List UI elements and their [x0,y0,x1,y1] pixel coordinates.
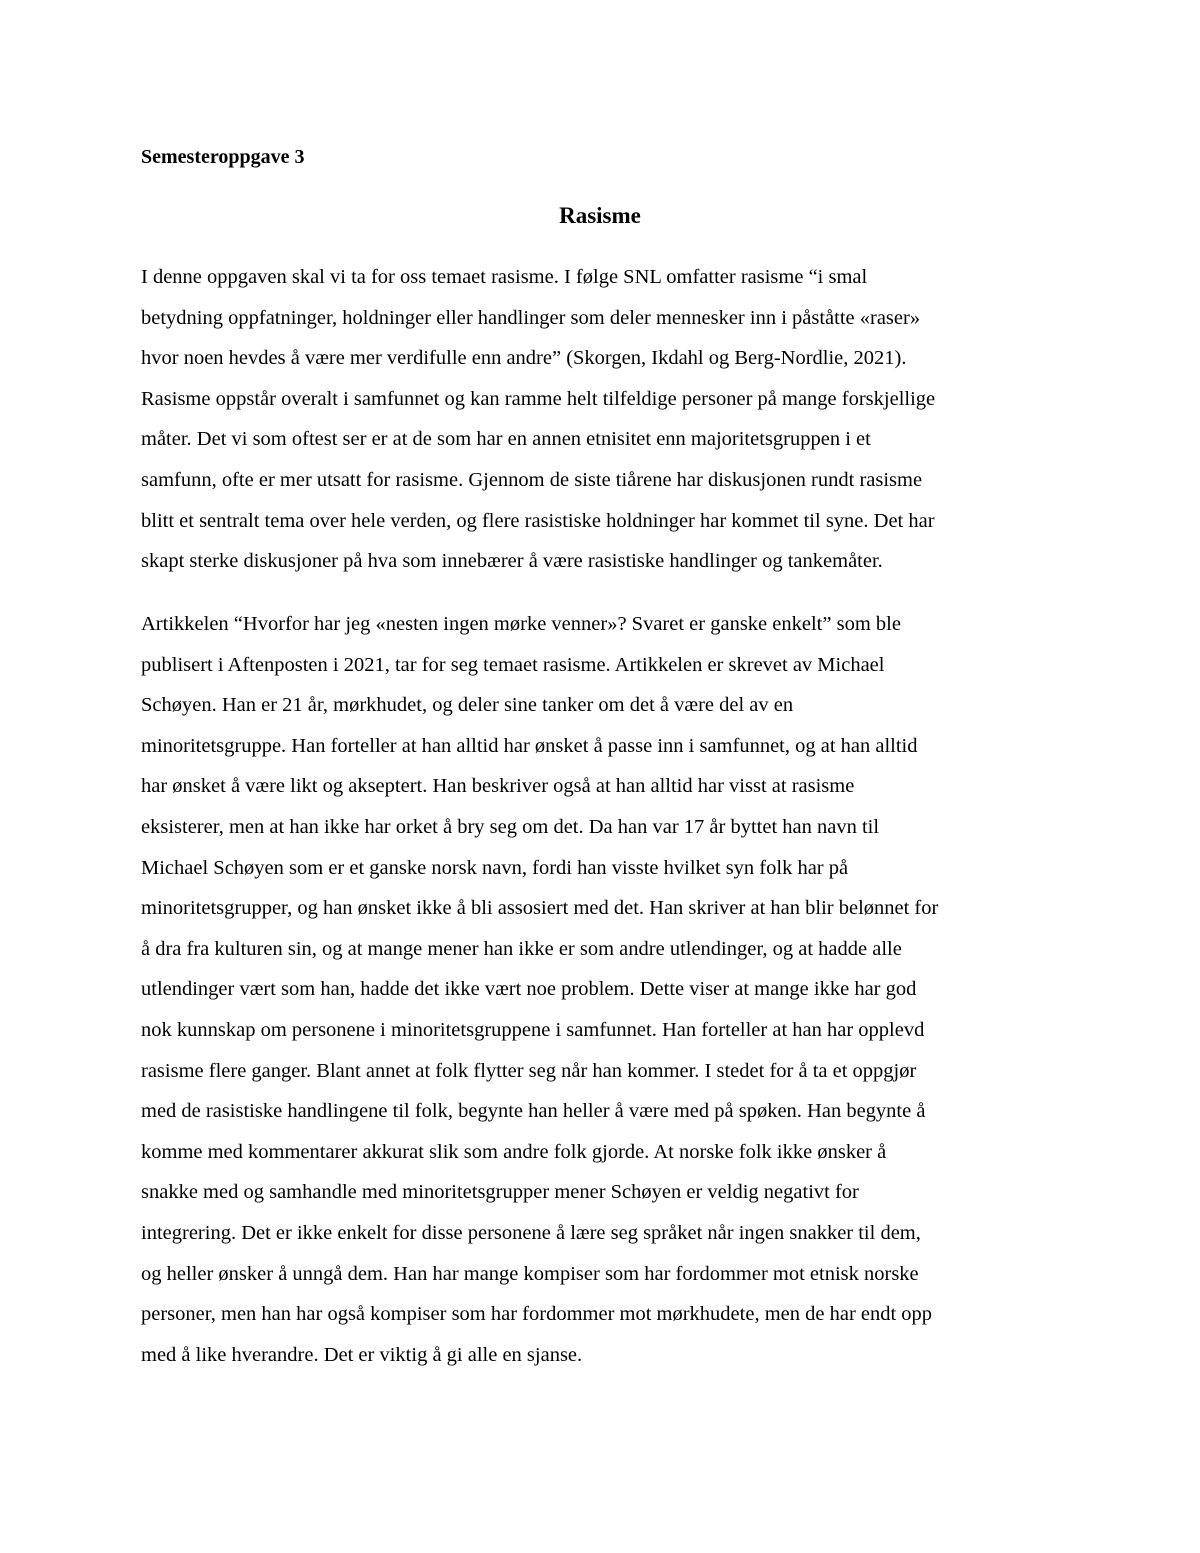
document-title: Rasisme [559,203,641,228]
text-line: hvor noen hevdes å være mer verdifulle enn andre” (Skorgen, Ikdahl og Berg-Nordlie, 2021). [141,347,907,370]
text-line: med å like hverandre. Det er viktig å gi alle en sjanse. [141,1343,583,1366]
text-line: snakke med og samhandle med minoritetsgrupper mener Schøyen er veldig negativt for [141,1181,859,1204]
assignment-label: Semesteroppgave 3 [141,146,305,168]
text-line: skapt sterke diskusjoner på hva som innebærer å være rasistiske handlinger og tankemåter. [141,550,883,573]
text-line: Rasisme oppstår overalt i samfunnet og kan ramme helt tilfeldige personer på mange forskjellige [141,387,936,410]
text-line: betydning oppfatninger, holdninger eller handlinger som deler mennesker inn i påståtte «raser» [141,306,921,329]
text-line: måter. Det vi som oftest ser er at de som har en annen etnisitet enn majoritetsgruppen i et [141,428,871,451]
text-line: eksisterer, men at han ikke har orket å bry seg om det. Da han var 17 år byttet han navn til [141,815,880,838]
text-line: utlendinger vært som han, hadde det ikke vært noe problem. Dette viser at mange ikke har god [141,978,917,1001]
text-line: Artikkelen “Hvorfor har jeg «nesten ingen mørke venner»? Svaret er ganske enkelt” som ble [141,613,901,635]
text-line: personer, men han har også kompiser som har fordommer mot mørkhudete, men de har endt opp [141,1303,933,1326]
text-line: og heller ønsker å unngå dem. Han har mange kompiser som har fordommer mot etnisk norske [141,1262,919,1285]
text-line: med de rasistiske handlingene til folk, begynte han heller å være med på spøken. Han begynte å [141,1100,926,1123]
text-line: I denne oppgaven skal vi ta for oss temaet rasisme. I følge SNL omfatter rasisme “i smal [141,266,868,288]
text-line: publisert i Aftenposten i 2021, tar for seg temaet rasisme. Artikkelen er skrevet av Michael [141,653,885,676]
paragraph-1 [141,257,935,582]
text-line: Michael Schøyen som er et ganske norsk navn, fordi han visste hvilket syn folk har på [141,856,849,879]
paragraph-2 [141,604,938,1375]
text-line: komme med kommentarer akkurat slik som andre folk gjorde. At norske folk ikke ønsker å [141,1140,887,1163]
text-line: minoritetsgrupper, og han ønsket ikke å bli assosiert med det. Han skriver at han blir belønnet for [141,897,939,920]
text-line: minoritetsgruppe. Han forteller at han alltid har ønsket å passe inn i samfunnet, og at han alltid [141,734,918,757]
text-line: nok kunnskap om personene i minoritetsgruppene i samfunnet. Han forteller at han har opplevd [141,1018,925,1041]
text-line: Schøyen. Han er 21 år, mørkhudet, og deler sine tanker om det å være del av en [141,694,794,717]
text-line: integrering. Det er ikke enkelt for disse personene å lære seg språket når ingen snakker til dem, [141,1221,921,1244]
text-line: å dra fra kulturen sin, og at mange mener han ikke er som andre utlendinger, og at hadde alle [141,937,902,960]
text-line: samfunn, ofte er mer utsatt for rasisme. Gjennom de siste tiårene har diskusjonen rundt rasisme [141,468,923,491]
text-line: rasisme flere ganger. Blant annet at folk flytter seg når han kommer. I stedet for å ta et oppgjør [141,1059,917,1082]
text-line: blitt et sentralt tema over hele verden, og flere rasistiske holdninger har kommet til syne. Det har [141,509,935,532]
text-line: har ønsket å være likt og akseptert. Han beskriver også at han alltid har visst at rasisme [141,775,855,798]
